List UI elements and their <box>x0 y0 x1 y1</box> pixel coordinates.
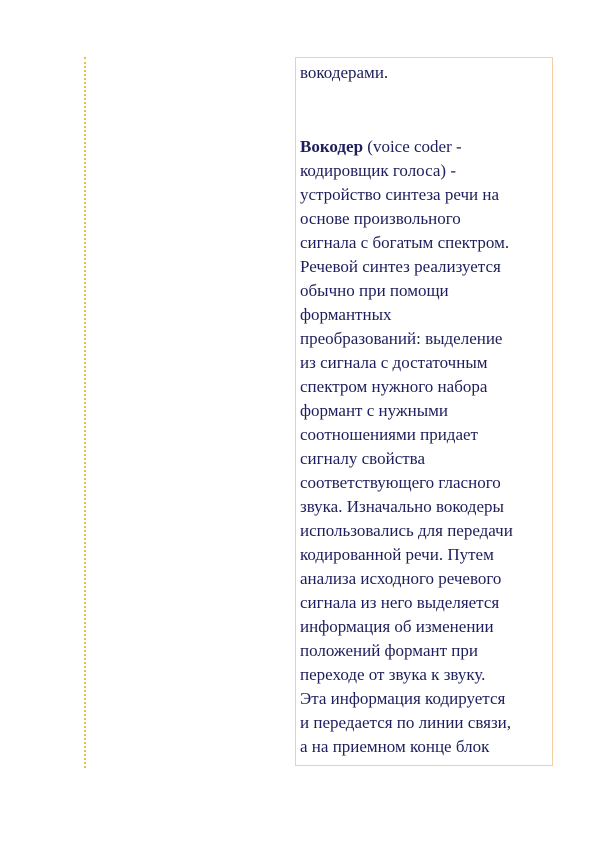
paragraph-line: использовались для передачи <box>300 521 513 540</box>
paragraph-line: Эта информация кодируется <box>300 689 506 708</box>
paragraph-line: основе произвольного <box>300 209 461 228</box>
term-bold: Вокодер <box>300 137 364 156</box>
paragraph-line: сигнала с богатым спектром. <box>300 233 510 252</box>
paragraph-line: положений формант при <box>300 641 478 660</box>
paragraph-line: соответствующего гласного <box>300 473 501 492</box>
paragraph-line: сигнала из него выделяется <box>300 593 500 612</box>
text-column-frame <box>295 57 553 766</box>
paragraph-line: информация об изменении <box>300 617 494 636</box>
term-rest: (voice coder - <box>363 137 462 156</box>
paragraph-line: формант с нужными <box>300 401 449 420</box>
paragraph-line: кодировщик голоса) - <box>300 161 456 180</box>
paragraph-line: спектром нужного набора <box>300 377 488 396</box>
term-line <box>300 136 462 158</box>
paragraph-line: Речевой синтез реализуется <box>300 257 501 276</box>
paragraph-line: обычно при помощи <box>300 281 449 300</box>
paragraph-line: анализа исходного речевого <box>300 569 502 588</box>
paragraph-line: формантных <box>300 305 392 324</box>
paragraph-line: сигналу свойства <box>300 449 426 468</box>
paragraph-line: звука. Изначально вокодеры <box>300 497 504 516</box>
paragraph-line: и передается по линии связи, <box>300 713 512 732</box>
paragraph-line: а на приемном конце блок <box>300 737 490 756</box>
paragraph-line: устройство синтеза речи на <box>300 185 500 204</box>
paragraph-line: соотношениями придает <box>300 425 478 444</box>
paragraph-line: из сигнала с достаточным <box>300 353 488 372</box>
paragraph-line: кодированной речи. Путем <box>300 545 494 564</box>
intro-tail-line: вокодерами. <box>300 63 389 82</box>
dotted-margin-rule <box>84 57 86 768</box>
paragraph-line: переходе от звука к звуку. <box>300 665 486 684</box>
paragraph-line: преобразований: выделение <box>300 329 503 348</box>
